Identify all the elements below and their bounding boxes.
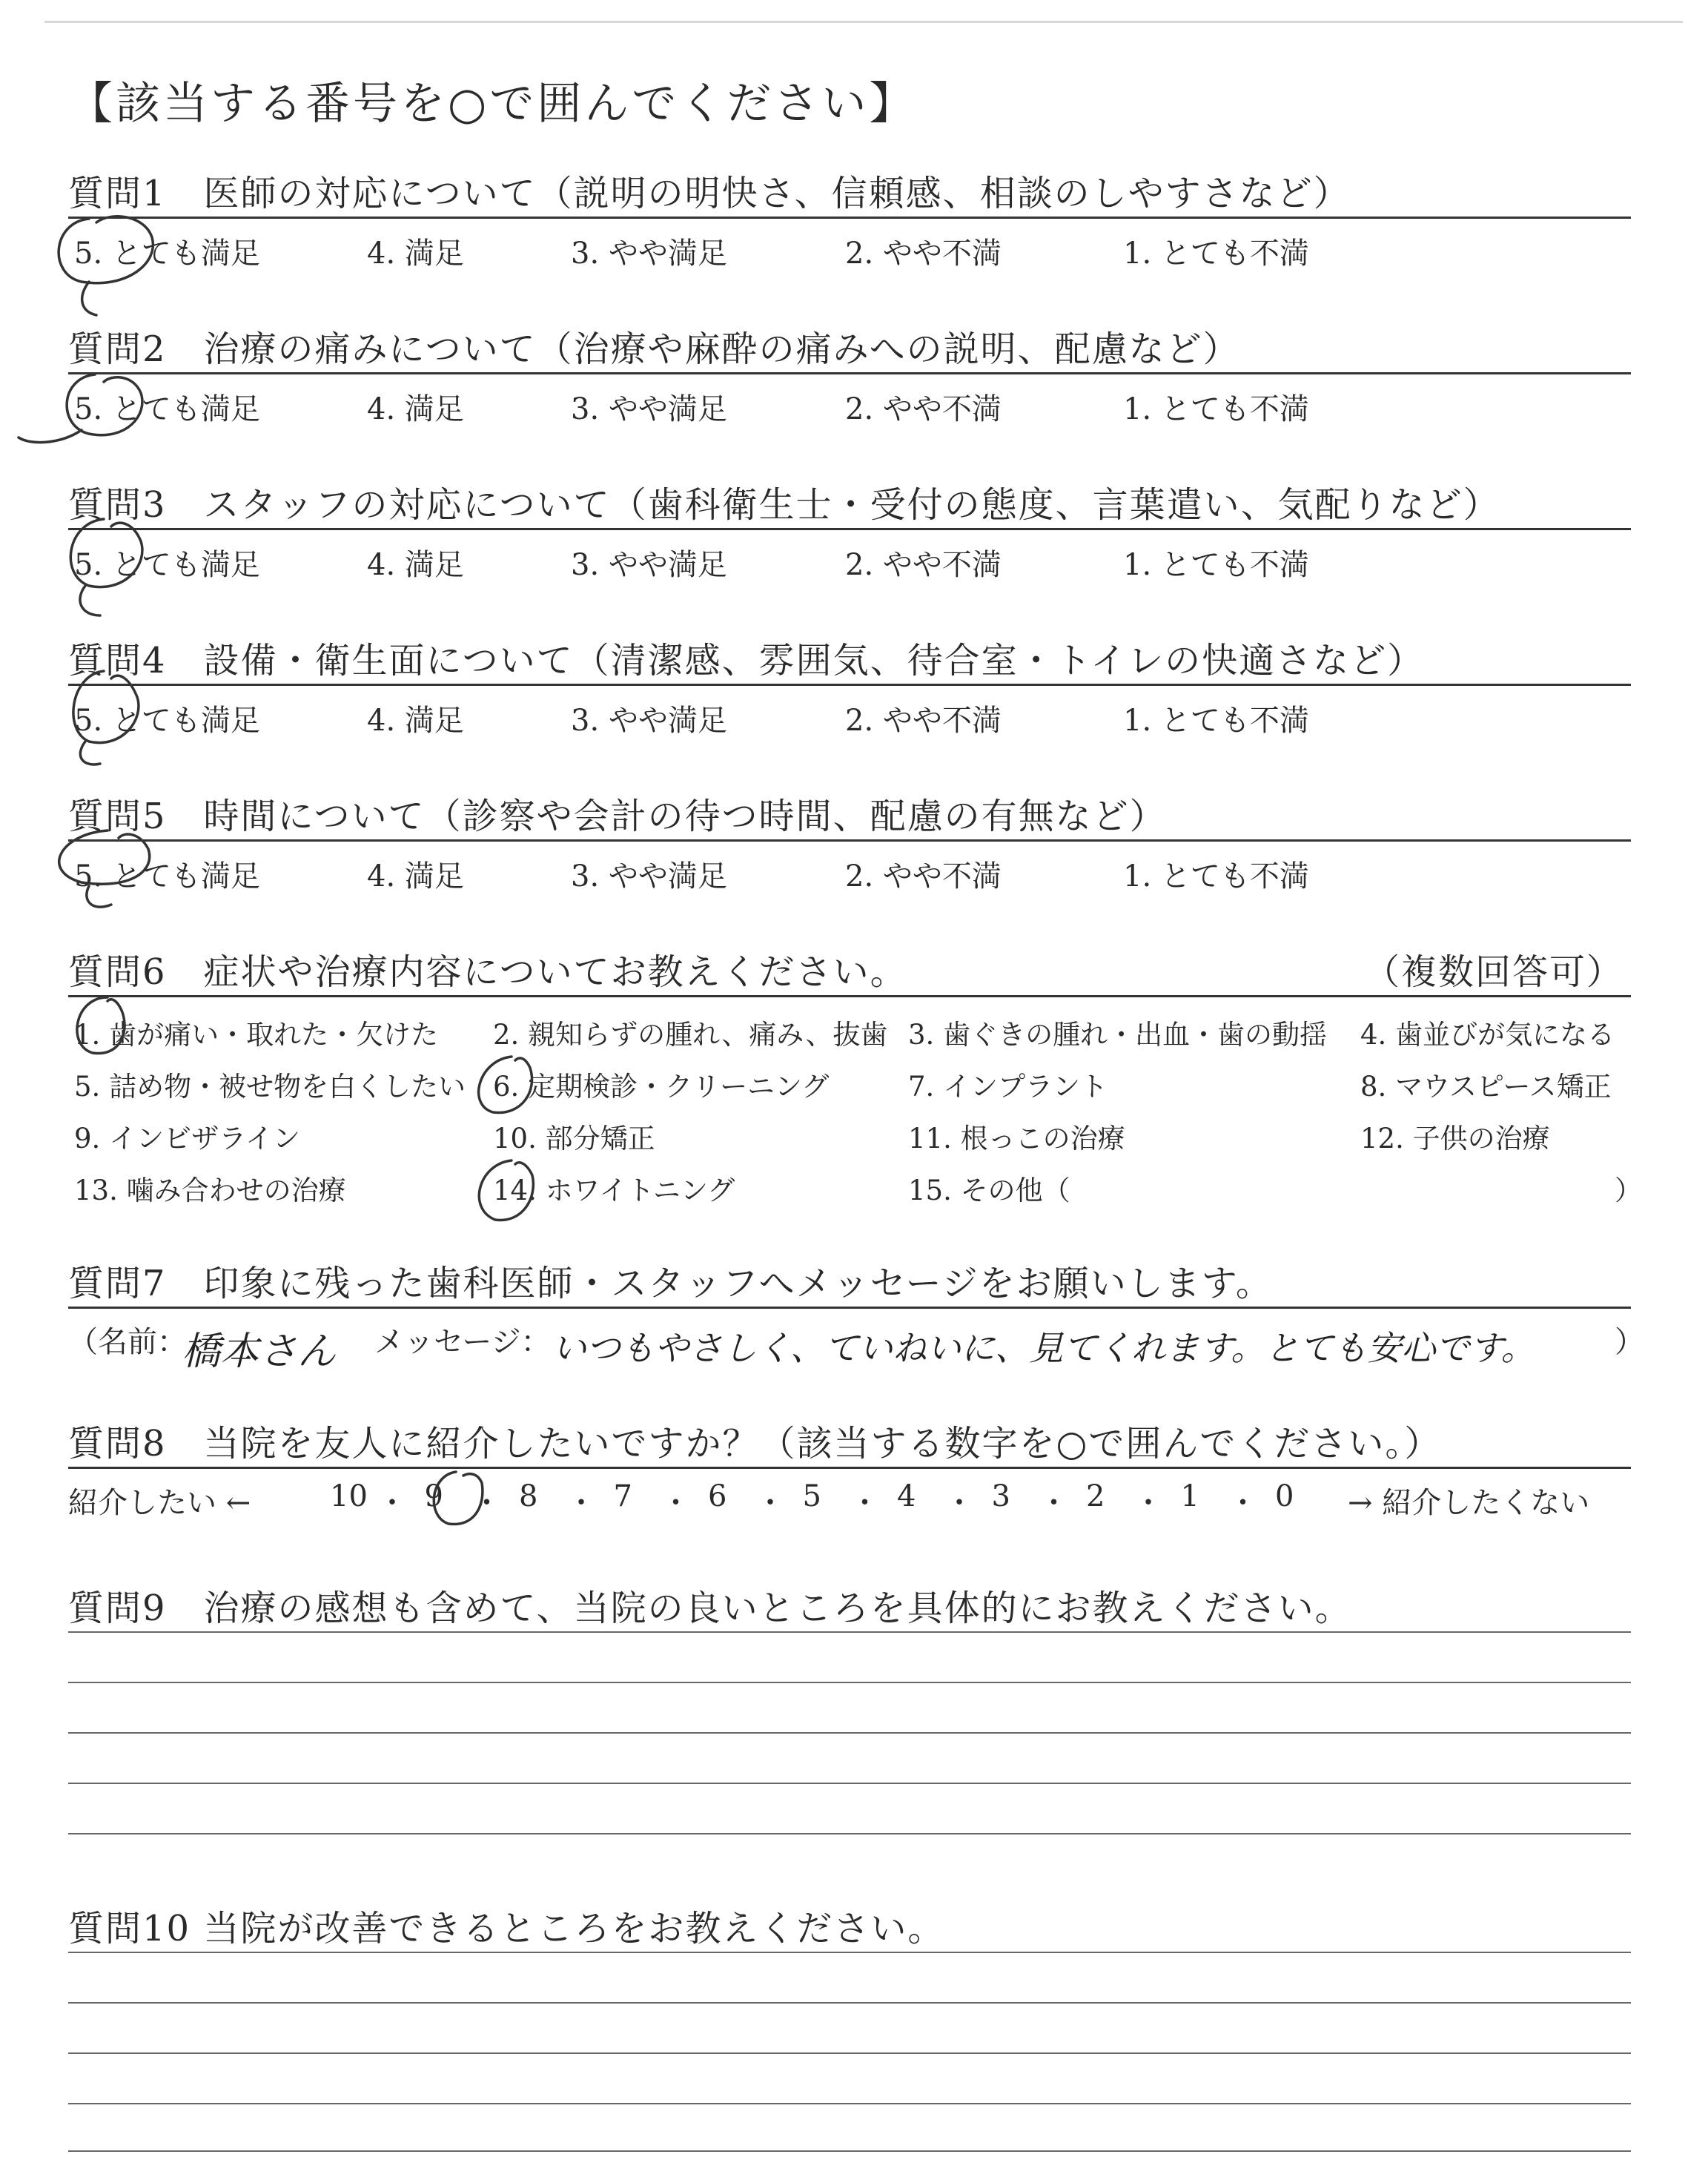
top-border [44,21,1683,23]
q8-scale-4[interactable]: 4 [897,1479,916,1513]
q6-option-9[interactable]: 9. インビザライン [74,1123,300,1155]
question-1-rule [68,217,1631,219]
q10-writing-line[interactable] [68,2002,1631,2004]
q8-left-label: 紹介したい ← [68,1486,251,1520]
q2-option-5[interactable]: 5. とても満足 [74,392,260,426]
q8-scale-separator: ・ [1133,1486,1163,1520]
q3-option-5[interactable]: 5. とても満足 [74,548,260,582]
q10-writing-line[interactable] [68,2052,1631,2054]
q8-scale-8[interactable]: 8 [519,1479,538,1513]
q4-option-1[interactable]: 1. とても不満 [1123,704,1309,738]
question-7-title: 質問7 印象に残った歯科医師・スタッフへメッセージをお願いします。 [68,1263,1273,1304]
question-6-note: （複数回答可） [1364,951,1624,993]
q2-option-4[interactable]: 4. 満足 [367,392,464,426]
question-10-title: 質問10 当院が改善できるところをお教えください。 [68,1908,945,1949]
q7-close: ） [1615,1325,1644,1359]
question-7-rule [68,1307,1631,1309]
question-4-rule [68,684,1631,686]
question-3-title: 質問3 スタッフの対応について（歯科衛生士・受付の態度、言葉遣い、気配りなど） [68,484,1500,526]
question-3-rule [68,528,1631,530]
question-5-rule [68,839,1631,842]
q7-name-value[interactable]: 橋本さん [182,1330,337,1374]
question-6-rule [68,995,1631,997]
q5-option-4[interactable]: 4. 満足 [367,859,464,894]
q9-writing-line[interactable] [68,1732,1631,1734]
page-heading: 【該当する番号を○で囲んでください】 [68,78,917,130]
q6-option-2[interactable]: 2. 親知らずの腫れ、痛み、抜歯 [493,1019,888,1051]
question-5-title: 質問5 時間について（診察や会計の待つ時間、配慮の有無など） [68,796,1167,837]
q8-scale-10[interactable]: 10 [330,1479,368,1513]
question-4-title: 質問4 設備・衛生面について（清潔感、雰囲気、待合室・トイレの快適さなど） [68,640,1425,681]
q6-option-1[interactable]: 1. 歯が痛い・取れた・欠けた [74,1019,439,1051]
q6-option-4[interactable]: 4. 歯並びが気になる [1360,1019,1615,1051]
q10-writing-line[interactable] [68,1952,1631,1953]
q5-option-5[interactable]: 5. とても満足 [74,859,260,894]
q8-scale-separator: ・ [661,1486,691,1520]
q7-name-label: （名前： [68,1325,187,1359]
question-9-title: 質問9 治療の感想も含めて、当院の良いところを具体的にお教えください。 [68,1588,1352,1629]
q8-scale-separator: ・ [1039,1486,1069,1520]
q2-option-3[interactable]: 3. やや満足 [571,392,727,426]
q6-option-8[interactable]: 8. マウスピース矯正 [1360,1071,1612,1103]
q9-writing-line[interactable] [68,1783,1631,1784]
q1-option-5[interactable]: 5. とても満足 [74,237,260,271]
q4-option-2[interactable]: 2. やや不満 [845,704,1002,738]
question-8-title: 質問8 当院を友人に紹介したいですか？（該当する数字を○で囲んでください。） [68,1423,1442,1464]
q1-option-1[interactable]: 1. とても不満 [1123,237,1309,271]
q6-option-6[interactable]: 6. 定期検診・クリーニング [493,1071,830,1103]
question-2-title: 質問2 治療の痛みについて（治療や麻酔の痛みへの説明、配慮など） [68,328,1240,370]
q6-option-15[interactable]: 15. その他（ [908,1175,1070,1206]
q6-option-5[interactable]: 5. 詰め物・被せ物を白くしたい [74,1071,466,1103]
q6-option-10[interactable]: 10. 部分矯正 [493,1123,655,1155]
q8-scale-2[interactable]: 2 [1086,1479,1105,1513]
q5-option-3[interactable]: 3. やや満足 [571,859,727,894]
q3-option-4[interactable]: 4. 満足 [367,548,464,582]
q7-message-label: メッセージ： [374,1325,551,1359]
question-6-title: 質問6 症状や治療内容についてお教えください。 [68,951,907,993]
q9-writing-line[interactable] [68,1631,1631,1633]
q8-scale-separator: ・ [471,1486,502,1520]
q5-option-1[interactable]: 1. とても不満 [1123,859,1309,894]
q8-scale-3[interactable]: 3 [991,1479,1010,1513]
q2-option-1[interactable]: 1. とても不満 [1123,392,1309,426]
q9-writing-line[interactable] [68,1833,1631,1834]
q1-option-4[interactable]: 4. 満足 [367,237,464,271]
q4-option-5[interactable]: 5. とても満足 [74,704,260,738]
q8-scale-1[interactable]: 1 [1180,1479,1199,1513]
q8-scale-0[interactable]: 0 [1275,1479,1294,1513]
q1-option-2[interactable]: 2. やや不満 [845,237,1002,271]
q6-option-13[interactable]: 13. 噛み合わせの治療 [74,1175,346,1206]
q6-option-3[interactable]: 3. 歯ぐきの腫れ・出血・歯の動揺 [908,1019,1328,1051]
q8-scale-separator: ・ [1228,1486,1258,1520]
q7-message-value[interactable]: いつもやさしく、ていねいに、見てくれます。とても安心です。 [552,1328,1535,1368]
q1-option-3[interactable]: 3. やや満足 [571,237,727,271]
q8-scale-separator: ・ [377,1486,407,1520]
q2-option-2[interactable]: 2. やや不満 [845,392,1002,426]
q3-option-3[interactable]: 3. やや満足 [571,548,727,582]
q8-scale-separator: ・ [566,1486,596,1520]
q6-option-12[interactable]: 12. 子供の治療 [1360,1123,1550,1155]
q5-option-2[interactable]: 2. やや不満 [845,859,1002,894]
q10-writing-line[interactable] [68,2150,1631,2152]
q8-scale-6[interactable]: 6 [708,1479,727,1513]
q8-scale-9[interactable]: 9 [424,1479,443,1513]
q8-scale-separator: ・ [850,1486,880,1520]
q6-option-11[interactable]: 11. 根っこの治療 [908,1123,1125,1155]
q3-option-1[interactable]: 1. とても不満 [1123,548,1309,582]
question-2-rule [68,372,1631,374]
q8-right-label: → 紹介したくない [1348,1486,1590,1520]
question-8-rule [68,1467,1631,1469]
q8-scale-7[interactable]: 7 [613,1479,632,1513]
q8-scale-separator: ・ [944,1486,974,1520]
q6-other-close: ） [1615,1175,1642,1206]
q4-option-4[interactable]: 4. 満足 [367,704,464,738]
q8-scale-5[interactable]: 5 [802,1479,821,1513]
question-1-title: 質問1 医師の対応について（説明の明快さ、信頼感、相談のしやすさなど） [68,173,1351,214]
q9-writing-line[interactable] [68,1682,1631,1683]
q6-option-14[interactable]: 14. ホワイトニング [493,1175,735,1206]
q4-option-3[interactable]: 3. やや満足 [571,704,727,738]
q8-scale-separator: ・ [755,1486,785,1520]
q3-option-2[interactable]: 2. やや不満 [845,548,1002,582]
q6-option-7[interactable]: 7. インプラント [908,1071,1108,1103]
q10-writing-line[interactable] [68,2103,1631,2104]
